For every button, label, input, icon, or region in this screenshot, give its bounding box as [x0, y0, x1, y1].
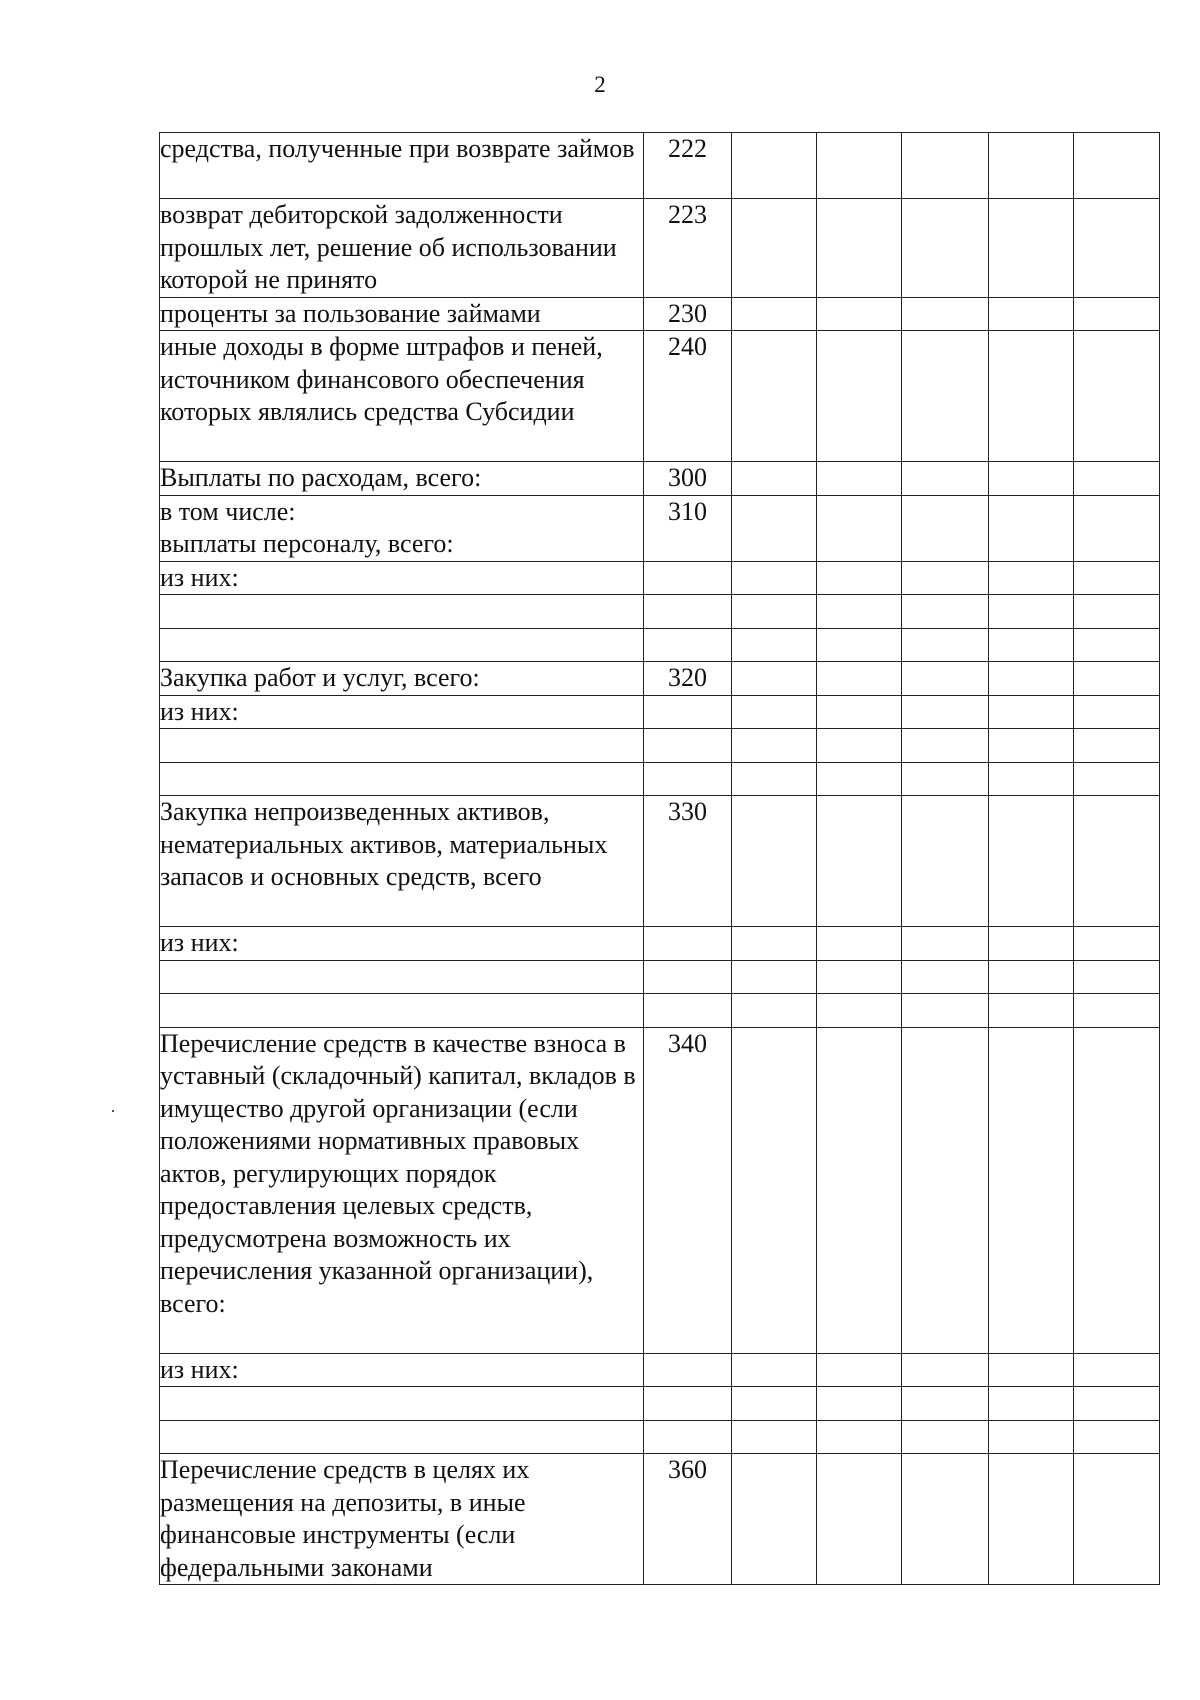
value-cell	[989, 1454, 1074, 1585]
value-cell	[1074, 662, 1160, 696]
table-row	[160, 495, 1160, 561]
row-label	[160, 762, 644, 796]
value-cell	[989, 561, 1074, 595]
value-cell	[817, 1387, 902, 1421]
value-cell	[1074, 595, 1160, 629]
value-cell	[1074, 297, 1160, 331]
value-cell	[817, 628, 902, 662]
value-cell	[989, 495, 1074, 561]
value-cell	[1074, 695, 1160, 729]
table-row	[160, 595, 1160, 629]
value-cell	[902, 331, 989, 462]
value-cell	[817, 561, 902, 595]
value-cell	[732, 1454, 817, 1585]
table-row	[160, 927, 1160, 961]
value-cell	[902, 1387, 989, 1421]
value-cell	[817, 662, 902, 696]
row-label: Закупка непроизведенных активов, нематериальных активов, материальных запасов и основных средств, всего	[160, 796, 644, 927]
value-cell	[817, 927, 902, 961]
row-label: из них:	[160, 695, 644, 729]
row-code: 300	[644, 462, 732, 496]
row-code	[644, 762, 732, 796]
value-cell	[989, 297, 1074, 331]
row-code	[644, 628, 732, 662]
value-cell	[732, 199, 817, 298]
value-cell	[732, 297, 817, 331]
row-label: Перечисление средств в целях их размещения на депозиты, в иные финансовые инструменты (если федеральными законами	[160, 1454, 644, 1585]
value-cell	[1074, 729, 1160, 763]
value-cell	[732, 133, 817, 199]
value-cell	[902, 1353, 989, 1387]
value-cell	[732, 331, 817, 462]
table-row	[160, 762, 1160, 796]
row-code: 360	[644, 1454, 732, 1585]
value-cell	[1074, 1420, 1160, 1454]
value-cell	[732, 1353, 817, 1387]
value-cell	[989, 628, 1074, 662]
value-cell	[1074, 1353, 1160, 1387]
value-cell	[989, 1027, 1074, 1353]
row-label	[160, 994, 644, 1028]
table-row	[160, 561, 1160, 595]
value-cell	[902, 1027, 989, 1353]
report-table	[159, 132, 1160, 1585]
row-code: 240	[644, 331, 732, 462]
value-cell	[732, 927, 817, 961]
value-cell	[989, 796, 1074, 927]
value-cell	[1074, 1027, 1160, 1353]
value-cell	[902, 297, 989, 331]
value-cell	[1074, 495, 1160, 561]
value-cell	[902, 595, 989, 629]
value-cell	[817, 695, 902, 729]
value-cell	[817, 331, 902, 462]
value-cell	[902, 495, 989, 561]
row-label: средства, полученные при возврате займов	[160, 133, 644, 199]
table-row	[160, 199, 1160, 298]
row-label	[160, 1387, 644, 1421]
value-cell	[1074, 199, 1160, 298]
value-cell	[817, 1353, 902, 1387]
table-row	[160, 1387, 1160, 1421]
row-code	[644, 595, 732, 629]
value-cell	[817, 994, 902, 1028]
table-row	[160, 994, 1160, 1028]
row-code	[644, 695, 732, 729]
row-code: 330	[644, 796, 732, 927]
row-code: 222	[644, 133, 732, 199]
value-cell	[1074, 1387, 1160, 1421]
value-cell	[902, 762, 989, 796]
value-cell	[902, 695, 989, 729]
value-cell	[989, 994, 1074, 1028]
row-label: Закупка работ и услуг, всего:	[160, 662, 644, 696]
value-cell	[989, 695, 1074, 729]
value-cell	[989, 662, 1074, 696]
value-cell	[817, 462, 902, 496]
scan-speck	[112, 1110, 114, 1112]
value-cell	[902, 1454, 989, 1585]
value-cell	[1074, 1454, 1160, 1585]
row-label: из них:	[160, 1353, 644, 1387]
value-cell	[732, 495, 817, 561]
value-cell	[817, 729, 902, 763]
row-label: проценты за пользование займами	[160, 297, 644, 331]
table-row	[160, 297, 1160, 331]
value-cell	[989, 762, 1074, 796]
row-label	[160, 729, 644, 763]
value-cell	[732, 762, 817, 796]
value-cell	[817, 1420, 902, 1454]
value-cell	[1074, 561, 1160, 595]
value-cell	[902, 927, 989, 961]
value-cell	[817, 960, 902, 994]
value-cell	[902, 133, 989, 199]
table-row	[160, 796, 1160, 927]
value-cell	[732, 1027, 817, 1353]
value-cell	[817, 762, 902, 796]
row-code	[644, 994, 732, 1028]
row-code	[644, 1420, 732, 1454]
value-cell	[732, 729, 817, 763]
row-code: 230	[644, 297, 732, 331]
value-cell	[817, 199, 902, 298]
value-cell	[989, 331, 1074, 462]
value-cell	[902, 729, 989, 763]
row-code	[644, 927, 732, 961]
value-cell	[1074, 796, 1160, 927]
row-label: возврат дебиторской задолженности прошлых лет, решение об использовании которой не принято	[160, 199, 644, 298]
row-code	[644, 1353, 732, 1387]
row-label: Перечисление средств в качестве взноса в уставный (складочный) капитал, вкладов в имущество другой организации (если положениями нормативных правовых актов, регулирующих порядок предоставления целевых средств, предусмотрена возможность их перечисления указанной организации), всего:	[160, 1027, 644, 1353]
table-row	[160, 729, 1160, 763]
table-row	[160, 1027, 1160, 1353]
value-cell	[989, 1387, 1074, 1421]
table-row	[160, 1353, 1160, 1387]
value-cell	[817, 495, 902, 561]
row-code: 320	[644, 662, 732, 696]
value-cell	[989, 462, 1074, 496]
row-code: 223	[644, 199, 732, 298]
row-code: 340	[644, 1027, 732, 1353]
row-label	[160, 960, 644, 994]
value-cell	[817, 1027, 902, 1353]
value-cell	[902, 960, 989, 994]
table-row	[160, 628, 1160, 662]
value-cell	[1074, 331, 1160, 462]
value-cell	[1074, 960, 1160, 994]
value-cell	[1074, 462, 1160, 496]
value-cell	[902, 462, 989, 496]
value-cell	[732, 595, 817, 629]
row-code	[644, 1387, 732, 1421]
value-cell	[817, 796, 902, 927]
value-cell	[732, 1387, 817, 1421]
value-cell	[989, 1420, 1074, 1454]
row-code: 310	[644, 495, 732, 561]
value-cell	[989, 1353, 1074, 1387]
row-code	[644, 729, 732, 763]
value-cell	[989, 729, 1074, 763]
value-cell	[1074, 927, 1160, 961]
value-cell	[732, 561, 817, 595]
row-label: из них:	[160, 561, 644, 595]
value-cell	[1074, 762, 1160, 796]
table-row	[160, 1454, 1160, 1585]
value-cell	[902, 796, 989, 927]
table-row	[160, 662, 1160, 696]
value-cell	[902, 199, 989, 298]
value-cell	[1074, 994, 1160, 1028]
row-label: в том числе: выплаты персоналу, всего:	[160, 495, 644, 561]
table-row	[160, 462, 1160, 496]
value-cell	[732, 662, 817, 696]
row-label: из них:	[160, 927, 644, 961]
value-cell	[732, 1420, 817, 1454]
value-cell	[1074, 133, 1160, 199]
value-cell	[902, 1420, 989, 1454]
table-row	[160, 331, 1160, 462]
value-cell	[817, 133, 902, 199]
value-cell	[732, 462, 817, 496]
value-cell	[732, 960, 817, 994]
value-cell	[732, 695, 817, 729]
value-cell	[732, 796, 817, 927]
table-row	[160, 695, 1160, 729]
row-code	[644, 561, 732, 595]
value-cell	[989, 133, 1074, 199]
table-row	[160, 960, 1160, 994]
row-label: Выплаты по расходам, всего:	[160, 462, 644, 496]
value-cell	[817, 595, 902, 629]
value-cell	[732, 994, 817, 1028]
value-cell	[902, 561, 989, 595]
value-cell	[989, 595, 1074, 629]
value-cell	[902, 628, 989, 662]
row-label	[160, 595, 644, 629]
value-cell	[817, 297, 902, 331]
table-row	[160, 1420, 1160, 1454]
value-cell	[902, 994, 989, 1028]
table-row	[160, 133, 1160, 199]
row-label	[160, 1420, 644, 1454]
value-cell	[989, 927, 1074, 961]
row-label: иные доходы в форме штрафов и пеней, источником финансового обеспечения которых являлись средства Субсидии	[160, 331, 644, 462]
row-code	[644, 960, 732, 994]
value-cell	[989, 960, 1074, 994]
value-cell	[1074, 628, 1160, 662]
value-cell	[989, 199, 1074, 298]
row-label	[160, 628, 644, 662]
value-cell	[817, 1454, 902, 1585]
value-cell	[732, 628, 817, 662]
value-cell	[902, 662, 989, 696]
page-number: 2	[594, 72, 606, 97]
